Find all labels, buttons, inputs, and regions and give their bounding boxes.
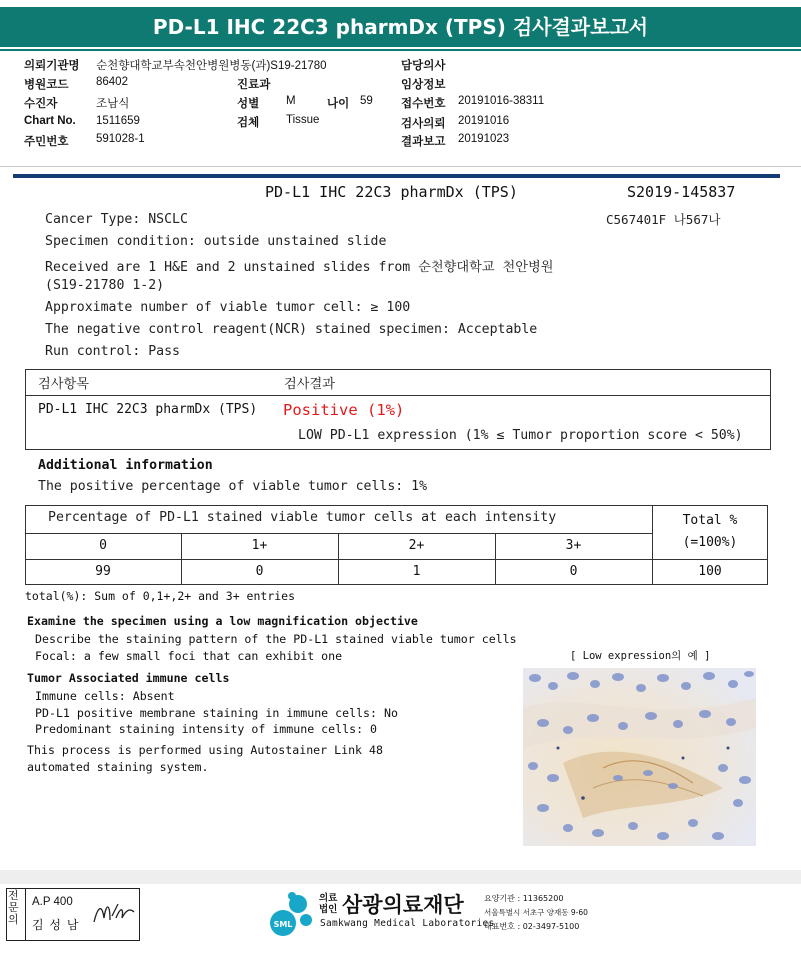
hospital-code-value: 86402 (96, 76, 128, 88)
clinical-dept-label: 진료과 (237, 79, 271, 91)
test-name: PD-L1 IHC 22C3 pharmDx (TPS) (265, 183, 518, 201)
negative-control: The negative control reagent(NCR) stained specimen: Acceptable (45, 322, 538, 337)
process-line-1: This process is performed using Autostainer Link 48 (27, 743, 383, 757)
report-code: C567401F 나567나 (606, 212, 721, 227)
intensity-row-line (25, 559, 768, 560)
result-col-result: 검사결과 (284, 377, 335, 392)
org-prefix-1: 의료 (319, 893, 338, 904)
report-date-value: 20191023 (458, 133, 510, 145)
specimen-condition: Specimen condition: outside unstained slide (45, 234, 387, 249)
tissue-illustration (523, 668, 756, 846)
hospital-code-label: 병원코드 (24, 79, 69, 91)
received-id: (S19-21780 1-2) (45, 278, 165, 293)
report-title: PD-L1 IHC 22C3 pharmDx (TPS) 검사결과보고서 (0, 7, 801, 47)
process-line-2: automated staining system. (27, 760, 209, 774)
request-label: 검사의뢰 (401, 118, 446, 130)
stamp-line-1: A.P 400 (32, 896, 73, 908)
intensity-total: 100 (698, 564, 722, 579)
immune-line-3: Predominant staining intensity of immune cells: 0 (35, 722, 378, 736)
total-header: Total % (682, 513, 738, 528)
cancer-type: Cancer Type: NSCLC (45, 212, 188, 227)
accession-value: 20191016-38311 (458, 95, 545, 107)
org-name: 삼광의료재단 (342, 893, 464, 917)
intensity-label-0: 0 (99, 538, 107, 553)
stamp-divider (25, 888, 26, 941)
result-positive: Positive (1%) (283, 401, 405, 419)
result-col-item: 검사항목 (38, 377, 89, 392)
additional-text: The positive percentage of viable tumor cells: 1% (38, 479, 428, 494)
specimen-value: Tissue (286, 114, 320, 126)
signature-mark (92, 898, 136, 928)
logo-text: SML (273, 920, 293, 929)
report-date-label: 결과보고 (401, 136, 446, 148)
doctor-label: 담당의사 (401, 60, 446, 72)
intensity-label-3: 3+ (565, 538, 582, 553)
resident-label: 주민번호 (24, 136, 69, 148)
section-divider (13, 174, 780, 178)
stamp-line-2: 김 성 남 (32, 918, 80, 932)
result-interpretation: LOW PD-L1 expression (1% ≤ Tumor proportion score < 50%) (298, 428, 743, 443)
immune-heading: Tumor Associated immune cells (27, 671, 230, 685)
age-label: 나이 (327, 98, 350, 110)
intensity-header: Percentage of PD-L1 stained viable tumor cells at each intensity (48, 510, 557, 525)
sex-label: 성별 (237, 98, 260, 110)
additional-heading: Additional information (38, 458, 213, 473)
chart-value: 1511659 (96, 115, 140, 127)
image-caption: [ Low expression의 예 ] (570, 650, 711, 662)
sml-logo (268, 890, 314, 940)
intensity-value-3: 0 (569, 564, 578, 579)
patient-label: 수진자 (24, 98, 58, 110)
intensity-value-0: 99 (95, 564, 111, 579)
total-header-note: (=100%) (682, 535, 738, 550)
run-control: Run control: Pass (45, 344, 180, 359)
accession-label: 접수번호 (401, 98, 446, 110)
org-phone: 대표번호 : 02-3497-5100 (484, 922, 580, 931)
footer-band (0, 870, 801, 884)
intensity-label-2: 2+ (408, 538, 425, 553)
intensity-label-1: 1+ (251, 538, 268, 553)
divider (0, 166, 801, 167)
org-prefix-2: 법인 (319, 904, 338, 915)
sex-value: M (286, 95, 296, 107)
result-item: PD-L1 IHC 22C3 pharmDx (TPS) (38, 402, 258, 417)
report-id: S2019-145837 (627, 183, 736, 201)
chart-label: Chart No. (24, 115, 76, 127)
histology-image (523, 668, 756, 846)
org-english: Samkwang Medical Laboratories (320, 918, 495, 929)
received-text: Received are 1 H&E and 2 unstained slides from 순천향대학교 천안병원 (45, 260, 554, 275)
org-address-1: 요양기관 : 11365200 (484, 894, 564, 903)
immune-line-1: Immune cells: Absent (35, 689, 175, 703)
stamp-side-label: 전문의 (8, 889, 19, 926)
immune-line-2: PD-L1 positive membrane staining in immune cells: No (35, 706, 398, 720)
org-address-2: 서울특별시 서초구 양재동 9-60 (484, 908, 588, 917)
institution-value: 순천향대학교부속천안병원병동(과)S19-21780 (96, 60, 327, 72)
title-underline (0, 49, 801, 51)
request-value: 20191016 (458, 115, 510, 127)
specimen-label: 검체 (237, 117, 260, 129)
viable-cells: Approximate number of viable tumor cell: ≥ 100 (45, 300, 411, 315)
examine-heading: Examine the specimen using a low magnification objective (27, 614, 418, 628)
institution-label: 의뢰기관명 (24, 60, 80, 72)
clinical-info-label: 임상정보 (401, 79, 446, 91)
intensity-value-2: 1 (412, 564, 421, 579)
intensity-value-1: 0 (255, 564, 264, 579)
examine-line-2: Focal: a few small foci that can exhibit one (35, 649, 343, 663)
examine-line-1: Describe the staining pattern of the PD-L1 stained viable tumor cells (35, 632, 517, 646)
age-value: 59 (360, 95, 373, 107)
patient-value: 조남식 (96, 98, 130, 110)
result-table-divider (25, 395, 771, 396)
resident-value: 591028-1 (96, 133, 145, 145)
intensity-note: total(%): Sum of 0,1+,2+ and 3+ entries (25, 589, 296, 603)
